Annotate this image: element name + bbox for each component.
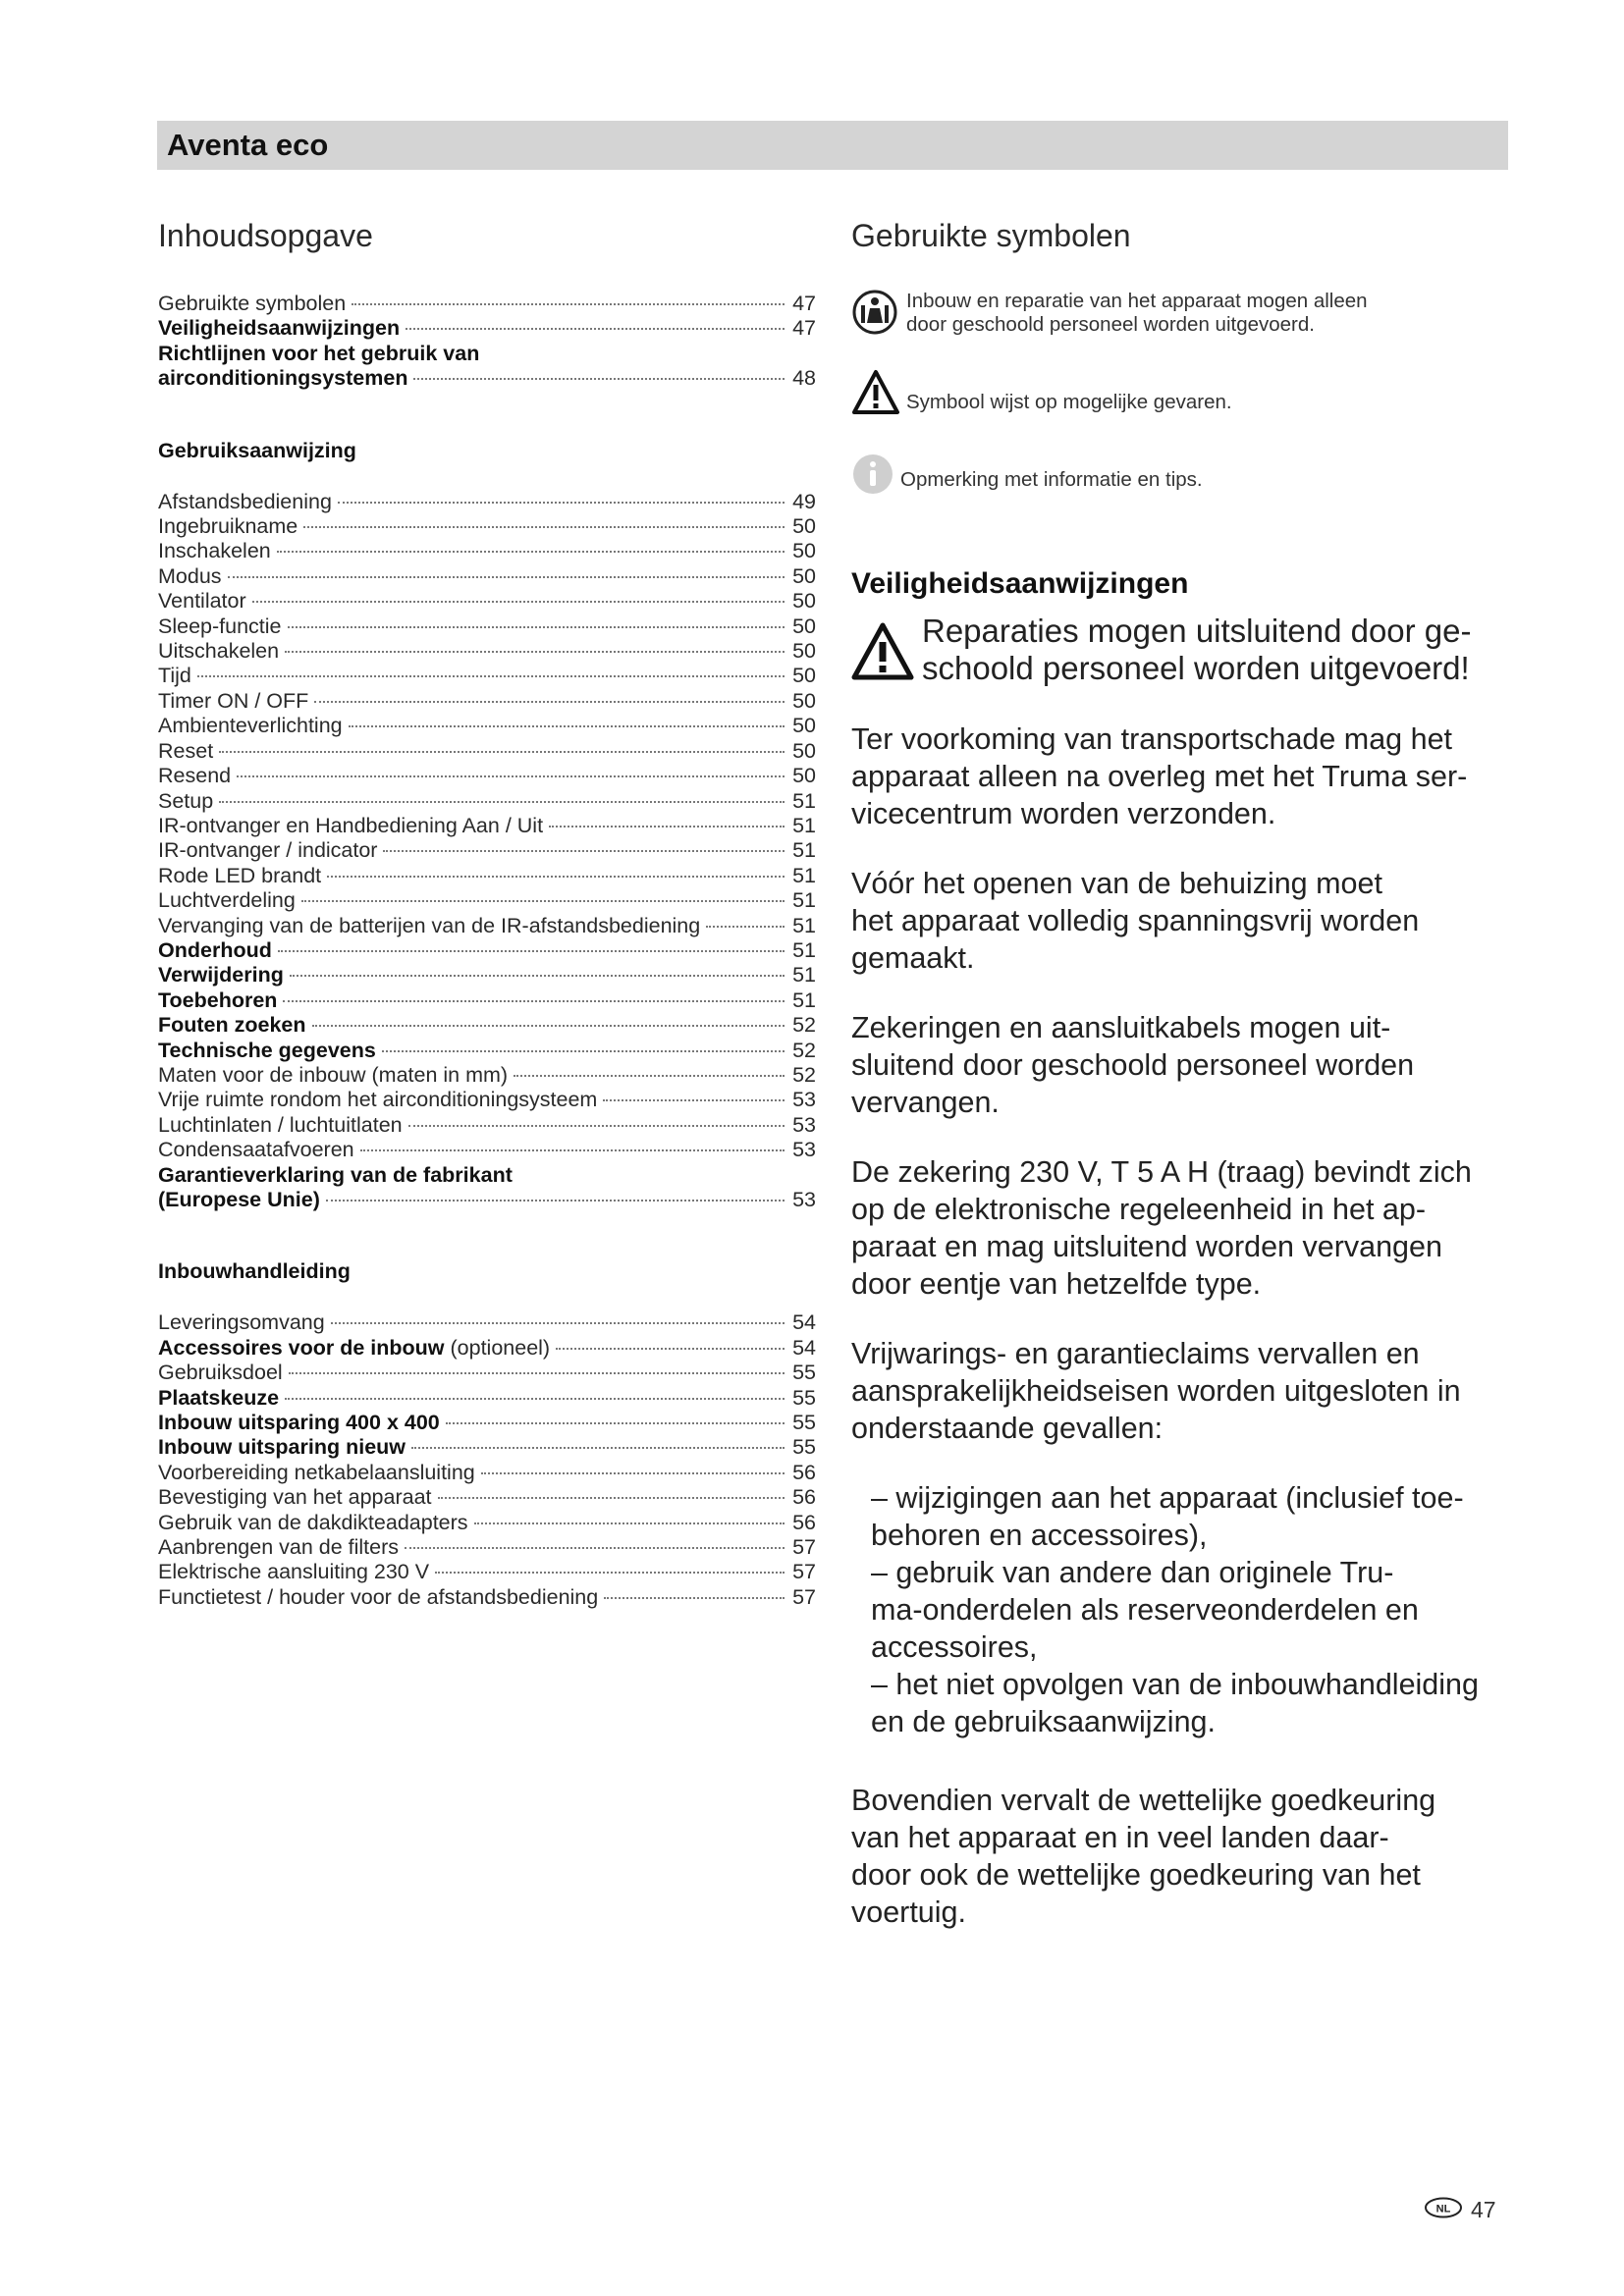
toc-entry-page: 55	[792, 1385, 816, 1410]
toc-entry[interactable]	[158, 1435, 816, 1460]
toc-entry-page: 53	[792, 1112, 816, 1137]
bullet-item	[851, 1479, 1519, 1554]
toc-entry-label: Voorbereiding netkabelaansluiting	[158, 1460, 475, 1484]
paragraph-line: van het apparaat en in veel landen daar-	[851, 1821, 1389, 1854]
toc-entry-page: 57	[792, 1535, 816, 1560]
paragraph-line: Vóór het openen van de behuizing moet	[851, 867, 1382, 900]
paragraph-line: gemaakt.	[851, 941, 975, 975]
toc-entry-page: 57	[792, 1560, 816, 1584]
toc-entry-page: 53	[792, 1088, 816, 1112]
warning-text: Reparaties mogen uitsluitend door ge-	[922, 613, 1472, 649]
toc-entry-label: Bevestiging van het apparaat	[158, 1485, 432, 1510]
toc-leader-dots	[327, 876, 785, 878]
toc-leader-dots	[435, 1572, 785, 1574]
warning-text: schoold personeel worden uitgevoerd!	[922, 650, 1470, 686]
toc-entry[interactable]	[158, 1511, 816, 1535]
paragraph-line: De zekering 230 V, T 5 A H (traag) bevindt zich	[851, 1155, 1472, 1189]
toc-entry-label: Tijd	[158, 664, 191, 688]
toc-leader-dots	[411, 1447, 785, 1449]
toc-entry-page: 57	[792, 1584, 816, 1609]
bullet-line: en de gebruiksaanwijzing.	[871, 1705, 1216, 1738]
toc-entry-page: 51	[792, 788, 816, 813]
toc-entry-label: Luchtverdeling	[158, 888, 296, 913]
toc-entry[interactable]	[158, 614, 816, 639]
toc-entry[interactable]	[158, 1138, 816, 1162]
paragraph-line: apparaat alleen na overleg met het Truma ser-	[851, 760, 1468, 793]
toc-entry[interactable]	[158, 1386, 816, 1411]
toc-entry-page: 55	[792, 1411, 816, 1435]
paragraph-line: Zekeringen en aansluitkabels mogen uit-	[851, 1011, 1391, 1044]
toc-leader-dots	[383, 850, 785, 852]
toc-entry-label: Gebruiksdoel	[158, 1361, 283, 1385]
toc-entry[interactable]	[158, 514, 816, 539]
toc-entry-page: 51	[792, 888, 816, 913]
main-content	[851, 216, 1519, 1931]
toc-leader-dots	[312, 1025, 785, 1027]
toc-leader-dots	[290, 975, 785, 977]
paragraph-line: vicecentrum worden verzonden.	[851, 797, 1276, 830]
toc-entry-label: Leveringsomvang	[158, 1310, 325, 1335]
toc-leader-dots	[604, 1597, 785, 1599]
toc-entry-label: Ventilator	[158, 589, 246, 614]
safety-paragraph	[851, 721, 1519, 832]
toc-entry[interactable]	[158, 814, 816, 838]
toc-entry-page: 56	[792, 1460, 816, 1484]
toc-entry[interactable]	[158, 764, 816, 788]
toc-leader-dots	[360, 1149, 785, 1151]
toc-entry[interactable]	[158, 838, 816, 863]
safety-paragraph	[851, 1153, 1519, 1303]
toc-entry-label: Fouten zoeken	[158, 1013, 306, 1038]
page-number: 47	[1471, 2197, 1496, 2222]
toc-entry-label: Sleep-functie	[158, 614, 282, 638]
symbol-text: door geschoold personeel worden uitgevoerd.	[906, 313, 1315, 336]
bullet-item	[851, 1666, 1519, 1740]
safety-closing-paragraph	[851, 1782, 1519, 1931]
toc-entry[interactable]	[158, 1585, 816, 1610]
toc-leader-dots	[285, 1398, 785, 1400]
paragraph-line: sluitend door geschoold personeel worden	[851, 1048, 1415, 1082]
toc-leader-dots	[289, 1372, 785, 1374]
toc-entry[interactable]	[158, 564, 816, 589]
toc-entry-label: Afstandsbediening	[158, 489, 332, 513]
bullet-line: – gebruik van andere dan originele Tru-	[871, 1556, 1394, 1589]
toc-entry[interactable]	[158, 292, 816, 316]
safety-heading: Veiligheidsaanwijzingen	[851, 567, 1189, 600]
toc-entry[interactable]	[158, 914, 816, 938]
toc-entry-label: Technische gegevens	[158, 1038, 376, 1062]
page-footer	[1424, 2197, 1496, 2223]
toc-usage-list	[158, 490, 816, 1163]
toc-entry-label: Reset	[158, 738, 214, 763]
toc-entry[interactable]	[158, 888, 816, 913]
toc-entry-label: Functietest / houder voor de afstandsbediening	[158, 1584, 599, 1609]
toc-leader-dots	[382, 1050, 785, 1052]
toc-entry-page: 52	[792, 1062, 816, 1087]
toc-leader-dots	[237, 775, 785, 777]
toc-entry[interactable]	[158, 1013, 816, 1038]
toc-entry-label: Verwijdering	[158, 963, 284, 988]
toc-entry-page: 48	[792, 366, 816, 391]
toc-leader-dots	[303, 526, 785, 528]
toc-intro-multiline	[158, 342, 816, 392]
toc-entry-label: (Europese Unie)	[158, 1188, 320, 1211]
toc-entry-page: 50	[792, 589, 816, 614]
toc-entry-label: Veiligheidsaanwijzingen	[158, 316, 401, 341]
toc-leader-dots	[446, 1422, 785, 1424]
toc-entry[interactable]	[158, 490, 816, 514]
toc-entry[interactable]	[158, 1113, 816, 1138]
toc-entry-label: Gebruik van de dakdikteadapters	[158, 1510, 468, 1534]
toc-entry-page: 54	[792, 1335, 816, 1360]
toc-entry-page: 56	[792, 1485, 816, 1510]
country-badge	[1424, 2197, 1463, 2223]
paragraph-line: Ter voorkoming van transportschade mag het	[851, 722, 1453, 756]
toc-entry-label: Plaatskeuze	[158, 1385, 280, 1410]
toc-entry-label: Inbouw uitsparing nieuw	[158, 1435, 406, 1460]
bullet-item	[851, 1554, 1519, 1666]
toc-entry-label: Ambienteverlichting	[158, 714, 343, 738]
toc-entry-page: 56	[792, 1510, 816, 1534]
toc-entry-page: 50	[792, 738, 816, 763]
toc-entry-page: 51	[792, 838, 816, 863]
toc-leader-dots	[228, 576, 785, 578]
toc-entry[interactable]	[158, 539, 816, 563]
toc-intro	[158, 292, 816, 342]
toc-entry-page: 53	[792, 1188, 816, 1211]
toc-entry[interactable]	[158, 1310, 816, 1335]
toc-entry-page: 50	[792, 764, 816, 788]
safety-bullet-list	[851, 1479, 1519, 1740]
toc-install-list	[158, 1310, 816, 1610]
toc-entry-label: Ingebruikname	[158, 514, 298, 539]
toc-entry-page: 51	[792, 937, 816, 962]
toc-entry-label: IR-ontvanger en Handbediening Aan / Uit	[158, 813, 544, 837]
toc-entry-page: 55	[792, 1361, 816, 1385]
toc-entry-page: 51	[792, 863, 816, 887]
paragraph-line: het apparaat volledig spanningsvrij worden	[851, 904, 1420, 937]
toc-entry[interactable]	[158, 366, 816, 391]
toc-entry-page: 50	[792, 664, 816, 688]
toc-leader-dots	[549, 826, 785, 828]
toc-entry[interactable]	[158, 689, 816, 714]
toc-leader-dots	[314, 701, 785, 703]
paragraph-line: aansprakelijkheidseisen worden uitgesloten in	[851, 1374, 1461, 1408]
toc-entry-label: Maten voor de inbouw (maten in mm)	[158, 1062, 509, 1087]
toc-leader-dots	[406, 328, 785, 330]
warning-icon	[851, 622, 914, 686]
toc-entry-page: 51	[792, 913, 816, 937]
toc-entry-page: 49	[792, 489, 816, 513]
toc-entry-page: 50	[792, 714, 816, 738]
toc-entry[interactable]	[158, 938, 816, 963]
toc-leader-dots	[197, 675, 785, 677]
toc-entry[interactable]	[158, 639, 816, 664]
paragraph-line: vervangen.	[851, 1086, 1000, 1119]
toc-entry-label: Uitschakelen	[158, 639, 280, 664]
toc-entry-page: 52	[792, 1038, 816, 1062]
toc-entry-label: Rode LED brandt	[158, 863, 322, 887]
toc-entry-label: airconditioningsystemen	[158, 366, 408, 391]
toc-entry-label: IR-ontvanger / indicator	[158, 838, 378, 863]
warning-icon	[851, 369, 900, 421]
safety-paragraph	[851, 1009, 1519, 1121]
toc-entry[interactable]	[158, 739, 816, 764]
safety-paragraphs	[851, 721, 1519, 1447]
bullet-line: – het niet opvolgen van de inbouwhandleiding	[871, 1668, 1479, 1701]
toc-install-heading: Inbouwhandleiding	[158, 1259, 351, 1284]
toc-entry[interactable]	[158, 1088, 816, 1112]
info-icon	[851, 453, 894, 501]
toc-entry-label: Inbouw uitsparing 400 x 400	[158, 1411, 440, 1435]
symbol-item-warning	[851, 369, 1519, 421]
symbol-item-info	[851, 453, 1519, 501]
toc-entry-label: Vervanging van de batterijen van de IR-afstandsbediening	[158, 913, 701, 937]
toc-usage-heading: Gebruiksaanwijzing	[158, 438, 356, 462]
bullet-line: behoren en accessoires),	[871, 1519, 1208, 1552]
safety-warning	[851, 613, 1519, 687]
toc-leader-dots	[405, 1547, 785, 1549]
toc-entry-label: Inschakelen	[158, 539, 271, 563]
paragraph-line: door ook de wettelijke goedkeuring van het	[851, 1858, 1421, 1892]
toc-leader-dots	[514, 1075, 785, 1077]
toc-entry[interactable]	[158, 1336, 816, 1361]
technician-icon	[851, 288, 898, 342]
toc-entry[interactable]	[158, 1461, 816, 1485]
country-code: NL	[1435, 2203, 1451, 2216]
toc-entry[interactable]	[158, 316, 816, 341]
toc-leader-dots	[285, 651, 785, 653]
toc-leader-dots	[219, 801, 785, 803]
toc-entry-label: Gebruikte symbolen	[158, 292, 347, 315]
toc-entry-label: Timer ON / OFF	[158, 688, 309, 713]
toc-entry-page: 51	[792, 813, 816, 837]
toc-entry-label: Condensaatafvoeren	[158, 1138, 354, 1162]
toc-entry-page: 55	[792, 1435, 816, 1460]
toc-leader-dots	[603, 1099, 785, 1101]
paragraph-line: onderstaande gevallen:	[851, 1412, 1164, 1445]
bullet-line: ma-onderdelen als reserveonderdelen en	[871, 1593, 1419, 1627]
toc-entry[interactable]	[158, 1411, 816, 1435]
paragraph-line: op de elektronische regeleenheid in het ap-	[851, 1193, 1426, 1226]
toc-entry[interactable]	[158, 864, 816, 888]
toc-entry[interactable]	[158, 1485, 816, 1510]
toc-leader-dots	[338, 502, 785, 504]
toc-entry-page: 53	[792, 1138, 816, 1162]
toc-entry-page: 47	[792, 316, 816, 341]
header-bar	[157, 121, 1508, 170]
symbol-item-technician	[851, 288, 1519, 342]
toc-entry-label: Modus	[158, 563, 222, 588]
safety-paragraph	[851, 865, 1519, 977]
toc-entry-label: Luchtinlaten / luchtuitlaten	[158, 1112, 403, 1137]
safety-paragraph	[851, 1335, 1519, 1447]
symbol-text: Symbool wijst op mogelijke gevaren.	[906, 391, 1232, 413]
bullet-line: accessoires,	[871, 1630, 1038, 1664]
toc-entry-line: Richtlijnen voor het gebruik van	[158, 341, 480, 365]
toc-entry-label: Resend	[158, 764, 232, 788]
paragraph-line: paraat en mag uitsluitend worden vervangen	[851, 1230, 1442, 1263]
toc-entry-page: 50	[792, 514, 816, 539]
paragraph-line: voertuig.	[851, 1896, 966, 1929]
toc-entry-label: Setup	[158, 788, 214, 813]
toc-entry-page: 50	[792, 688, 816, 713]
toc-entry-line: Garantieverklaring van de fabrikant	[158, 1162, 513, 1187]
toc-leader-dots	[352, 303, 785, 305]
toc-entry-page: 50	[792, 563, 816, 588]
toc-entry[interactable]	[158, 589, 816, 614]
toc-heading: Inhoudsopgave	[158, 218, 373, 253]
toc-entry[interactable]	[158, 664, 816, 688]
toc-entry-label: Aanbrengen van de filters	[158, 1535, 400, 1560]
toc-entry[interactable]	[158, 1535, 816, 1560]
toc-leader-dots	[349, 725, 785, 727]
toc-entry[interactable]	[158, 1560, 816, 1584]
toc-entry-page: 50	[792, 639, 816, 664]
toc-entry-page: 51	[792, 988, 816, 1012]
toc-leader-dots	[331, 1322, 785, 1324]
document-title: Aventa eco	[167, 128, 329, 162]
symbol-text: Inbouw en reparatie van het apparaat mogen alleen	[906, 290, 1368, 312]
toc-entry[interactable]	[158, 1361, 816, 1385]
toc-leader-dots	[408, 1125, 785, 1127]
toc-entry[interactable]	[158, 1063, 816, 1088]
toc-leader-dots	[288, 626, 785, 628]
toc-entry[interactable]	[158, 1188, 816, 1212]
toc-entry[interactable]	[158, 963, 816, 988]
toc-entry[interactable]	[158, 1039, 816, 1063]
toc-entry-page: 52	[792, 1013, 816, 1038]
bullet-line: – wijzigingen aan het apparaat (inclusief toe-	[871, 1481, 1464, 1515]
table-of-contents	[158, 216, 816, 1610]
toc-warranty	[158, 1163, 816, 1213]
toc-leader-dots	[413, 378, 785, 380]
toc-entry-note: (optioneel)	[444, 1335, 551, 1360]
toc-entry-label: Toebehoren	[158, 988, 278, 1012]
toc-entry[interactable]	[158, 988, 816, 1013]
toc-leader-dots	[481, 1472, 785, 1474]
toc-entry-page: 47	[792, 292, 816, 315]
toc-leader-dots	[556, 1348, 785, 1350]
toc-entry-label: Vrije ruimte rondom het airconditioningsysteem	[158, 1088, 598, 1112]
toc-leader-dots	[438, 1497, 785, 1499]
toc-entry-page: 50	[792, 539, 816, 563]
toc-leader-dots	[278, 950, 785, 952]
toc-entry-page: 54	[792, 1310, 816, 1335]
toc-entry-label: Onderhoud	[158, 937, 272, 962]
toc-leader-dots	[706, 926, 785, 928]
toc-leader-dots	[474, 1522, 785, 1524]
symbols-heading: Gebruikte symbolen	[851, 218, 1131, 253]
toc-entry-page: 51	[792, 963, 816, 988]
toc-entry-label: Elektrische aansluiting 230 V	[158, 1560, 430, 1584]
toc-leader-dots	[283, 1000, 785, 1002]
toc-entry[interactable]	[158, 714, 816, 738]
toc-entry-label: Accessoires voor de inbouw	[158, 1335, 445, 1360]
toc-entry[interactable]	[158, 789, 816, 814]
toc-entry-page: 50	[792, 614, 816, 638]
symbol-text: Opmerking met informatie en tips.	[900, 468, 1203, 491]
paragraph-line: door eentje van hetzelfde type.	[851, 1267, 1262, 1301]
toc-leader-dots	[252, 601, 785, 603]
paragraph-line: Vrijwarings- en garantieclaims vervallen en	[851, 1337, 1420, 1370]
toc-leader-dots	[326, 1200, 785, 1201]
toc-leader-dots	[301, 900, 785, 902]
toc-leader-dots	[219, 751, 785, 753]
toc-leader-dots	[277, 551, 785, 553]
paragraph-line: Bovendien vervalt de wettelijke goedkeuring	[851, 1784, 1436, 1817]
